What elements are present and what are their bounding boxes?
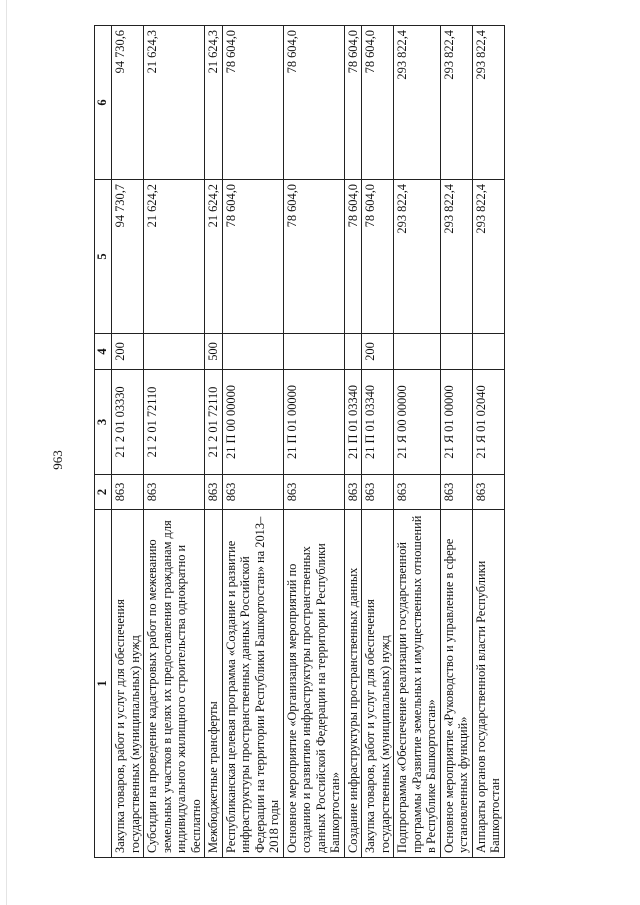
- target-article-code: 21 Я 00 00000: [394, 370, 441, 475]
- expense-type-code: [394, 334, 441, 370]
- amount-col5: 78 604,0: [362, 180, 394, 334]
- expense-type-code: 500: [205, 334, 223, 370]
- row-name: Закупка товаров, работ и услуг для обеспечения государственных (муниципальных) нужд: [112, 510, 144, 858]
- table-row: [394, 26, 441, 858]
- column-header: 6: [95, 26, 112, 180]
- table-row: [440, 26, 472, 858]
- row-name: Межбюджетные трансферты: [205, 510, 223, 858]
- table-row: [283, 26, 344, 858]
- department-code: 863: [440, 475, 472, 510]
- column-header: 4: [95, 334, 112, 370]
- target-article-code: 21 Я 01 02040: [472, 370, 504, 475]
- amount-col6: 78 604,0: [222, 26, 283, 180]
- column-header: 2: [95, 475, 112, 510]
- amount-col6: 21 624,3: [144, 26, 205, 180]
- target-article-code: 21 П 01 03340: [344, 370, 362, 475]
- column-header: 3: [95, 370, 112, 475]
- row-name: Субсидии на проведение кадастровых работ по межеванию земельных участков в целях их предоставления гражданам для индивидуального жилищного строительства однократно и бесплатно: [144, 510, 205, 858]
- table-row: [344, 26, 362, 858]
- amount-col5: 94 730,7: [112, 180, 144, 334]
- amount-col5: 293 822,4: [394, 180, 441, 334]
- department-code: 863: [472, 475, 504, 510]
- target-article-code: 21 Я 01 00000: [440, 370, 472, 475]
- rotated-page-content: [94, 26, 561, 858]
- row-name: Основное мероприятие «Организация мероприятий по созданию и развитию инфраструктуры пространственных данных Российской Федерации на территории Республики Башкортостан»: [283, 510, 344, 858]
- table-row: [112, 26, 144, 858]
- department-code: 863: [112, 475, 144, 510]
- table-row: [362, 26, 394, 858]
- table-row: [205, 26, 223, 858]
- row-name: Аппараты органов государственной власти Республики Башкортостан: [472, 510, 504, 858]
- department-code: 863: [222, 475, 283, 510]
- row-name: Основное мероприятие «Руководство и управление в сфере установленных функций»: [440, 510, 472, 858]
- department-code: 863: [205, 475, 223, 510]
- row-name: Создание инфраструктуры пространственных данных: [344, 510, 362, 858]
- table-row: [222, 26, 283, 858]
- expense-type-code: [344, 334, 362, 370]
- amount-col5: 78 604,0: [344, 180, 362, 334]
- department-code: 863: [344, 475, 362, 510]
- target-article-code: 21 П 01 03340: [362, 370, 394, 475]
- amount-col5: 78 604,0: [222, 180, 283, 334]
- target-article-code: 21 2 01 72110: [144, 370, 205, 475]
- amount-col6: 21 624,3: [205, 26, 223, 180]
- column-header: 5: [95, 180, 112, 334]
- target-article-code: 21 2 01 72110: [205, 370, 223, 475]
- expense-type-code: [283, 334, 344, 370]
- amount-col6: 78 604,0: [283, 26, 344, 180]
- budget-table: [94, 25, 505, 858]
- department-code: 863: [394, 475, 441, 510]
- expense-type-code: 200: [362, 334, 394, 370]
- row-name: Республиканская целевая программа «Создание и развитие инфраструктуры пространственных данных Российской Федерации на территории Республики Башкортостан» на 2013–2018 годы: [222, 510, 283, 858]
- amount-col5: 293 822,4: [472, 180, 504, 334]
- amount-col5: 78 604,0: [283, 180, 344, 334]
- amount-col6: 293 822,4: [440, 26, 472, 180]
- target-article-code: 21 П 01 00000: [283, 370, 344, 475]
- table-row: [472, 26, 504, 858]
- amount-col5: 21 624,2: [205, 180, 223, 334]
- row-name: Подпрограмма «Обеспечение реализации государственной программы «Развитие земельных и имущественных отношений в Республике Башкортостан»: [394, 510, 441, 858]
- column-header: 1: [95, 510, 112, 858]
- target-article-code: 21 П 00 00000: [222, 370, 283, 475]
- expense-type-code: [222, 334, 283, 370]
- expense-type-code: 200: [112, 334, 144, 370]
- department-code: 863: [362, 475, 394, 510]
- amount-col6: 94 730,6: [112, 26, 144, 180]
- amount-col6: 78 604,0: [362, 26, 394, 180]
- department-code: 863: [144, 475, 205, 510]
- amount-col6: 293 822,4: [394, 26, 441, 180]
- department-code: 863: [283, 475, 344, 510]
- expense-type-code: [440, 334, 472, 370]
- amount-col5: 293 822,4: [440, 180, 472, 334]
- amount-col6: 293 822,4: [472, 26, 504, 180]
- scan-edge-line: [6, 0, 7, 905]
- table-row: [144, 26, 205, 858]
- target-article-code: 21 2 01 03330: [112, 370, 144, 475]
- row-name: Закупка товаров, работ и услуг для обеспечения государственных (муниципальных) нужд: [362, 510, 394, 858]
- page-number: 963: [50, 450, 65, 470]
- amount-col5: 21 624,2: [144, 180, 205, 334]
- expense-type-code: [144, 334, 205, 370]
- amount-col6: 78 604,0: [344, 26, 362, 180]
- header-row: [95, 26, 112, 858]
- expense-type-code: [472, 334, 504, 370]
